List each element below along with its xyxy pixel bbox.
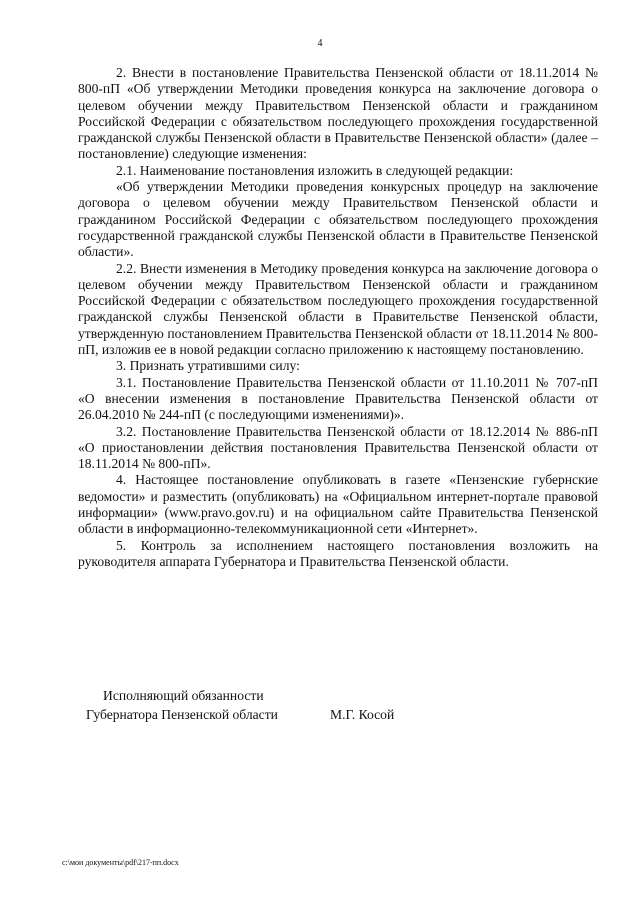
paragraph-2-2: 2.2. Внести изменения в Методику проведения конкурса на заключение договора о целевом обучении между Правительством Пензенской области и гражданином Российской Федерации с обязательством последующего прохождения государственной гражданской службы Пензенской области в Правительстве Пензенской области, утвержденную постановлением Правительства Пензенской области от 18.11.2014 № 800-пП, изложив ее в новой редакции согласно приложению к настоящему постановлению. bbox=[78, 260, 598, 358]
paragraph-3: 3. Признать утратившими силу: bbox=[116, 358, 300, 374]
footer-file-path: c:\мои документы\pdf\217-пп.docx bbox=[62, 858, 179, 867]
paragraph-2-1-quote: «Об утверждении Методики проведения конкурсных процедур на заключение договора о целевом обучении между Правительством Пензенской области и гражданином Российской Федерации с обязательством последующего прохождения государственной гражданской службы Пензенской области в Правительстве Пензенской области». bbox=[78, 179, 598, 260]
paragraph-4: 4. Настоящее постановление опубликовать в газете «Пензенские губернские ведомости» и разместить (опубликовать) на «Официальном интернет-портале правовой информации» (www.pravo.gov.ru) и на официальном сайте Правительства Пензенской области в информационно-телекоммуникационной сети «Интернет». bbox=[78, 472, 598, 537]
signature-position-line1: Исполняющий обязанности bbox=[103, 688, 264, 703]
paragraph-3-1: 3.1. Постановление Правительства Пензенской области от 11.10.2011 № 707-пП «О внесении изменения в постановление Правительства Пензенской области от 26.04.2010 № 244-пП (с последующими изменениями)». bbox=[78, 374, 598, 423]
signature-position-line2: Губернатора Пензенской области bbox=[86, 707, 278, 722]
document-body bbox=[78, 65, 598, 570]
paragraph-2: 2. Внести в постановление Правительства Пензенской области от 18.11.2014 № 800-пП «Об утверждении Методики проведения конкурса на заключение договора о целевом обучении между Правительством Пензенской области и гражданином Российской Федерации с обязательством последующего прохождения государственной гражданской службы Пензенской области в Правительстве Пензенской области» (далее – постановление) следующие изменения: bbox=[78, 65, 598, 162]
paragraph-5: 5. Контроль за исполнением настоящего постановления возложить на руководителя аппарата Губернатора и Правительства Пензенской области. bbox=[78, 537, 598, 569]
signature-block bbox=[78, 686, 598, 724]
paragraph-2-1: 2.1. Наименование постановления изложить в следующей редакции: bbox=[116, 162, 514, 178]
page-number: 4 bbox=[317, 38, 323, 49]
signatory-name: М.Г. Косой bbox=[330, 707, 395, 722]
paragraph-3-2: 3.2. Постановление Правительства Пензенской области от 18.12.2014 № 886-пП «О приостановлении действия постановления Правительства Пензенской области от 18.11.2014 № 800-пП». bbox=[78, 423, 598, 472]
